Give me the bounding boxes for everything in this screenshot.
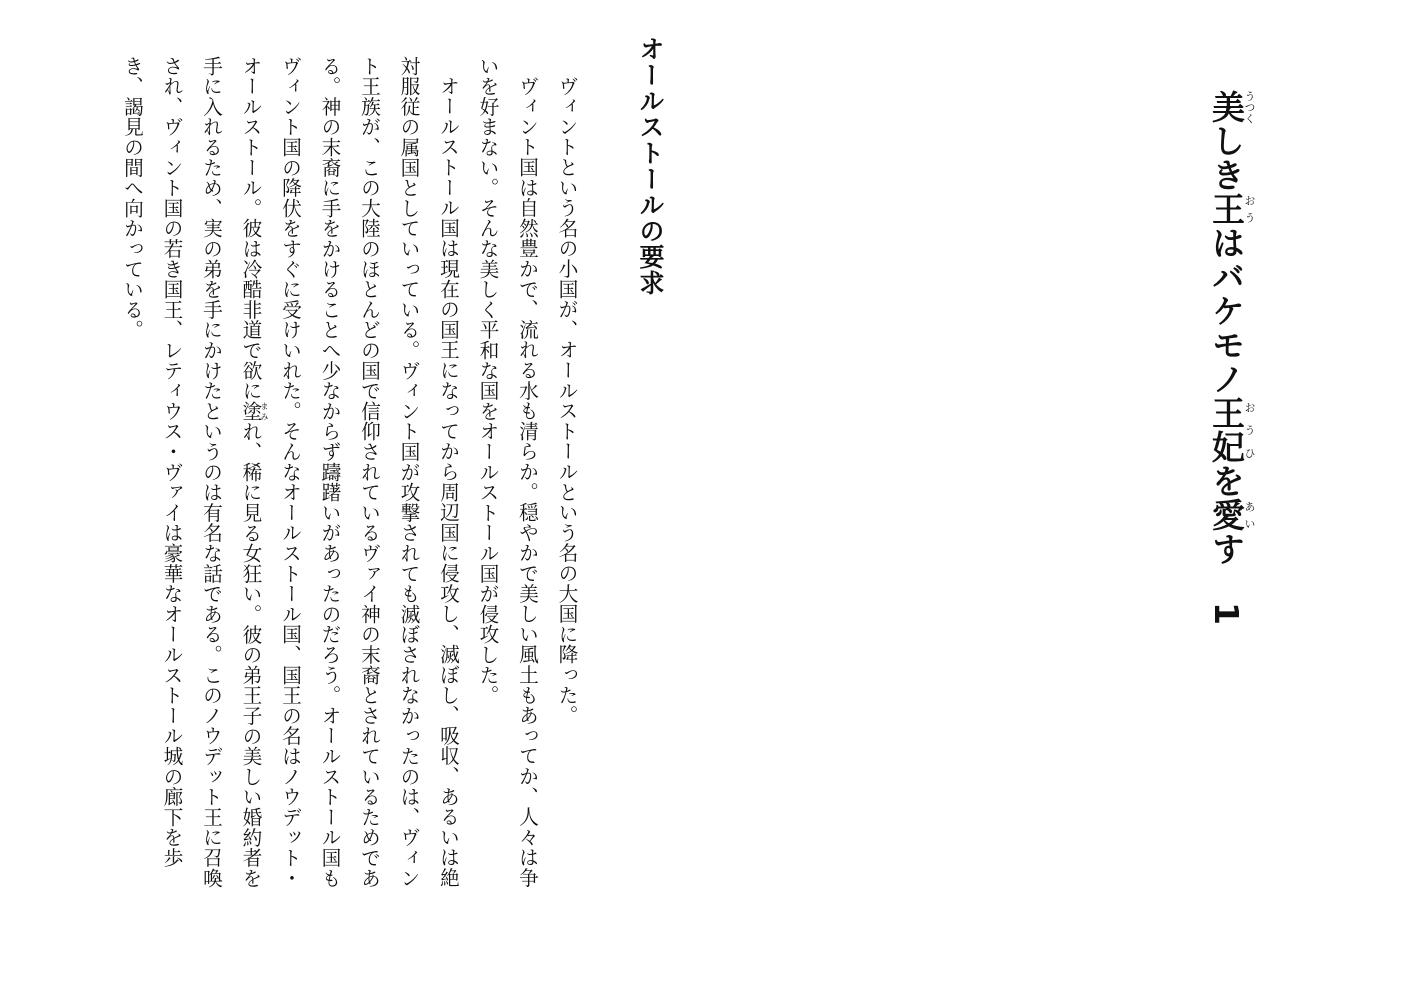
body-line: ヴィント国の降伏をすぐに受けいれた。そんなオールストール国、国王の名はノウデット・ — [278, 56, 302, 889]
title-part-4: はバケモノ — [1207, 226, 1246, 396]
ruby-word: 塗まみ — [239, 401, 269, 422]
body-line: 対服従の属国としていっている。ヴィント国が攻撃されても滅ぼされなかったのは、ヴィン — [397, 56, 420, 889]
body-line: き、謁見の間へ向かっている。 — [120, 56, 144, 341]
body-line: る。神の末裔に手をかけることへ少なからず躊躇いがあったのだろう。オールストール国も — [318, 56, 341, 889]
body-line-part: れ、稀に見る女狂い。彼の弟王子の美しい婚約者を — [239, 421, 262, 889]
title-part-6: を — [1207, 464, 1246, 498]
title-ruby-3: 王おう — [1207, 192, 1256, 226]
book-title — [1196, 90, 1256, 630]
body-text — [112, 56, 586, 976]
title-ruby-5: 王妃おうひ — [1207, 396, 1256, 464]
body-line: ト王族が、この大陸のほとんどの国で信仰されているヴァイ神の末裔とされているためであ — [357, 56, 381, 889]
body-line: いを好まない。そんな美しく平和な国をオールストール国が侵攻した。 — [476, 56, 499, 706]
body-line: され、ヴィント国の若き国王、レティウス・ヴァイは豪華なオールストール城の廊下を歩 — [160, 56, 183, 868]
body-line — [231, 56, 271, 976]
title-part-8: す — [1207, 532, 1246, 566]
title-ruby-7: 愛あい — [1207, 498, 1256, 532]
title-part-2: しき — [1207, 124, 1246, 192]
body-line-part: オールストール。彼は冷酷非道で欲に — [239, 56, 262, 402]
body-line: 手に入れるため、実の弟を手にかけたというのは有名な話である。このノウデット王に召喚 — [199, 56, 223, 889]
body-line: オールストール国は現在の国王になってから周辺国に侵攻し、滅ぼし、吸収、あるいは絶 — [436, 75, 460, 888]
body-line: ヴィントという名の小国が、オールストールという名の大国に降った。 — [555, 75, 578, 726]
chapter-title: オールストールの要求 — [636, 36, 665, 296]
body-line: ヴィント国は自然豊かで、流れる水も清らか。穏やかで美しい風土もあってか、人々は争 — [515, 75, 539, 888]
volume-number: 1 — [1207, 602, 1246, 626]
title-ruby-1: 美うつく — [1207, 90, 1256, 124]
